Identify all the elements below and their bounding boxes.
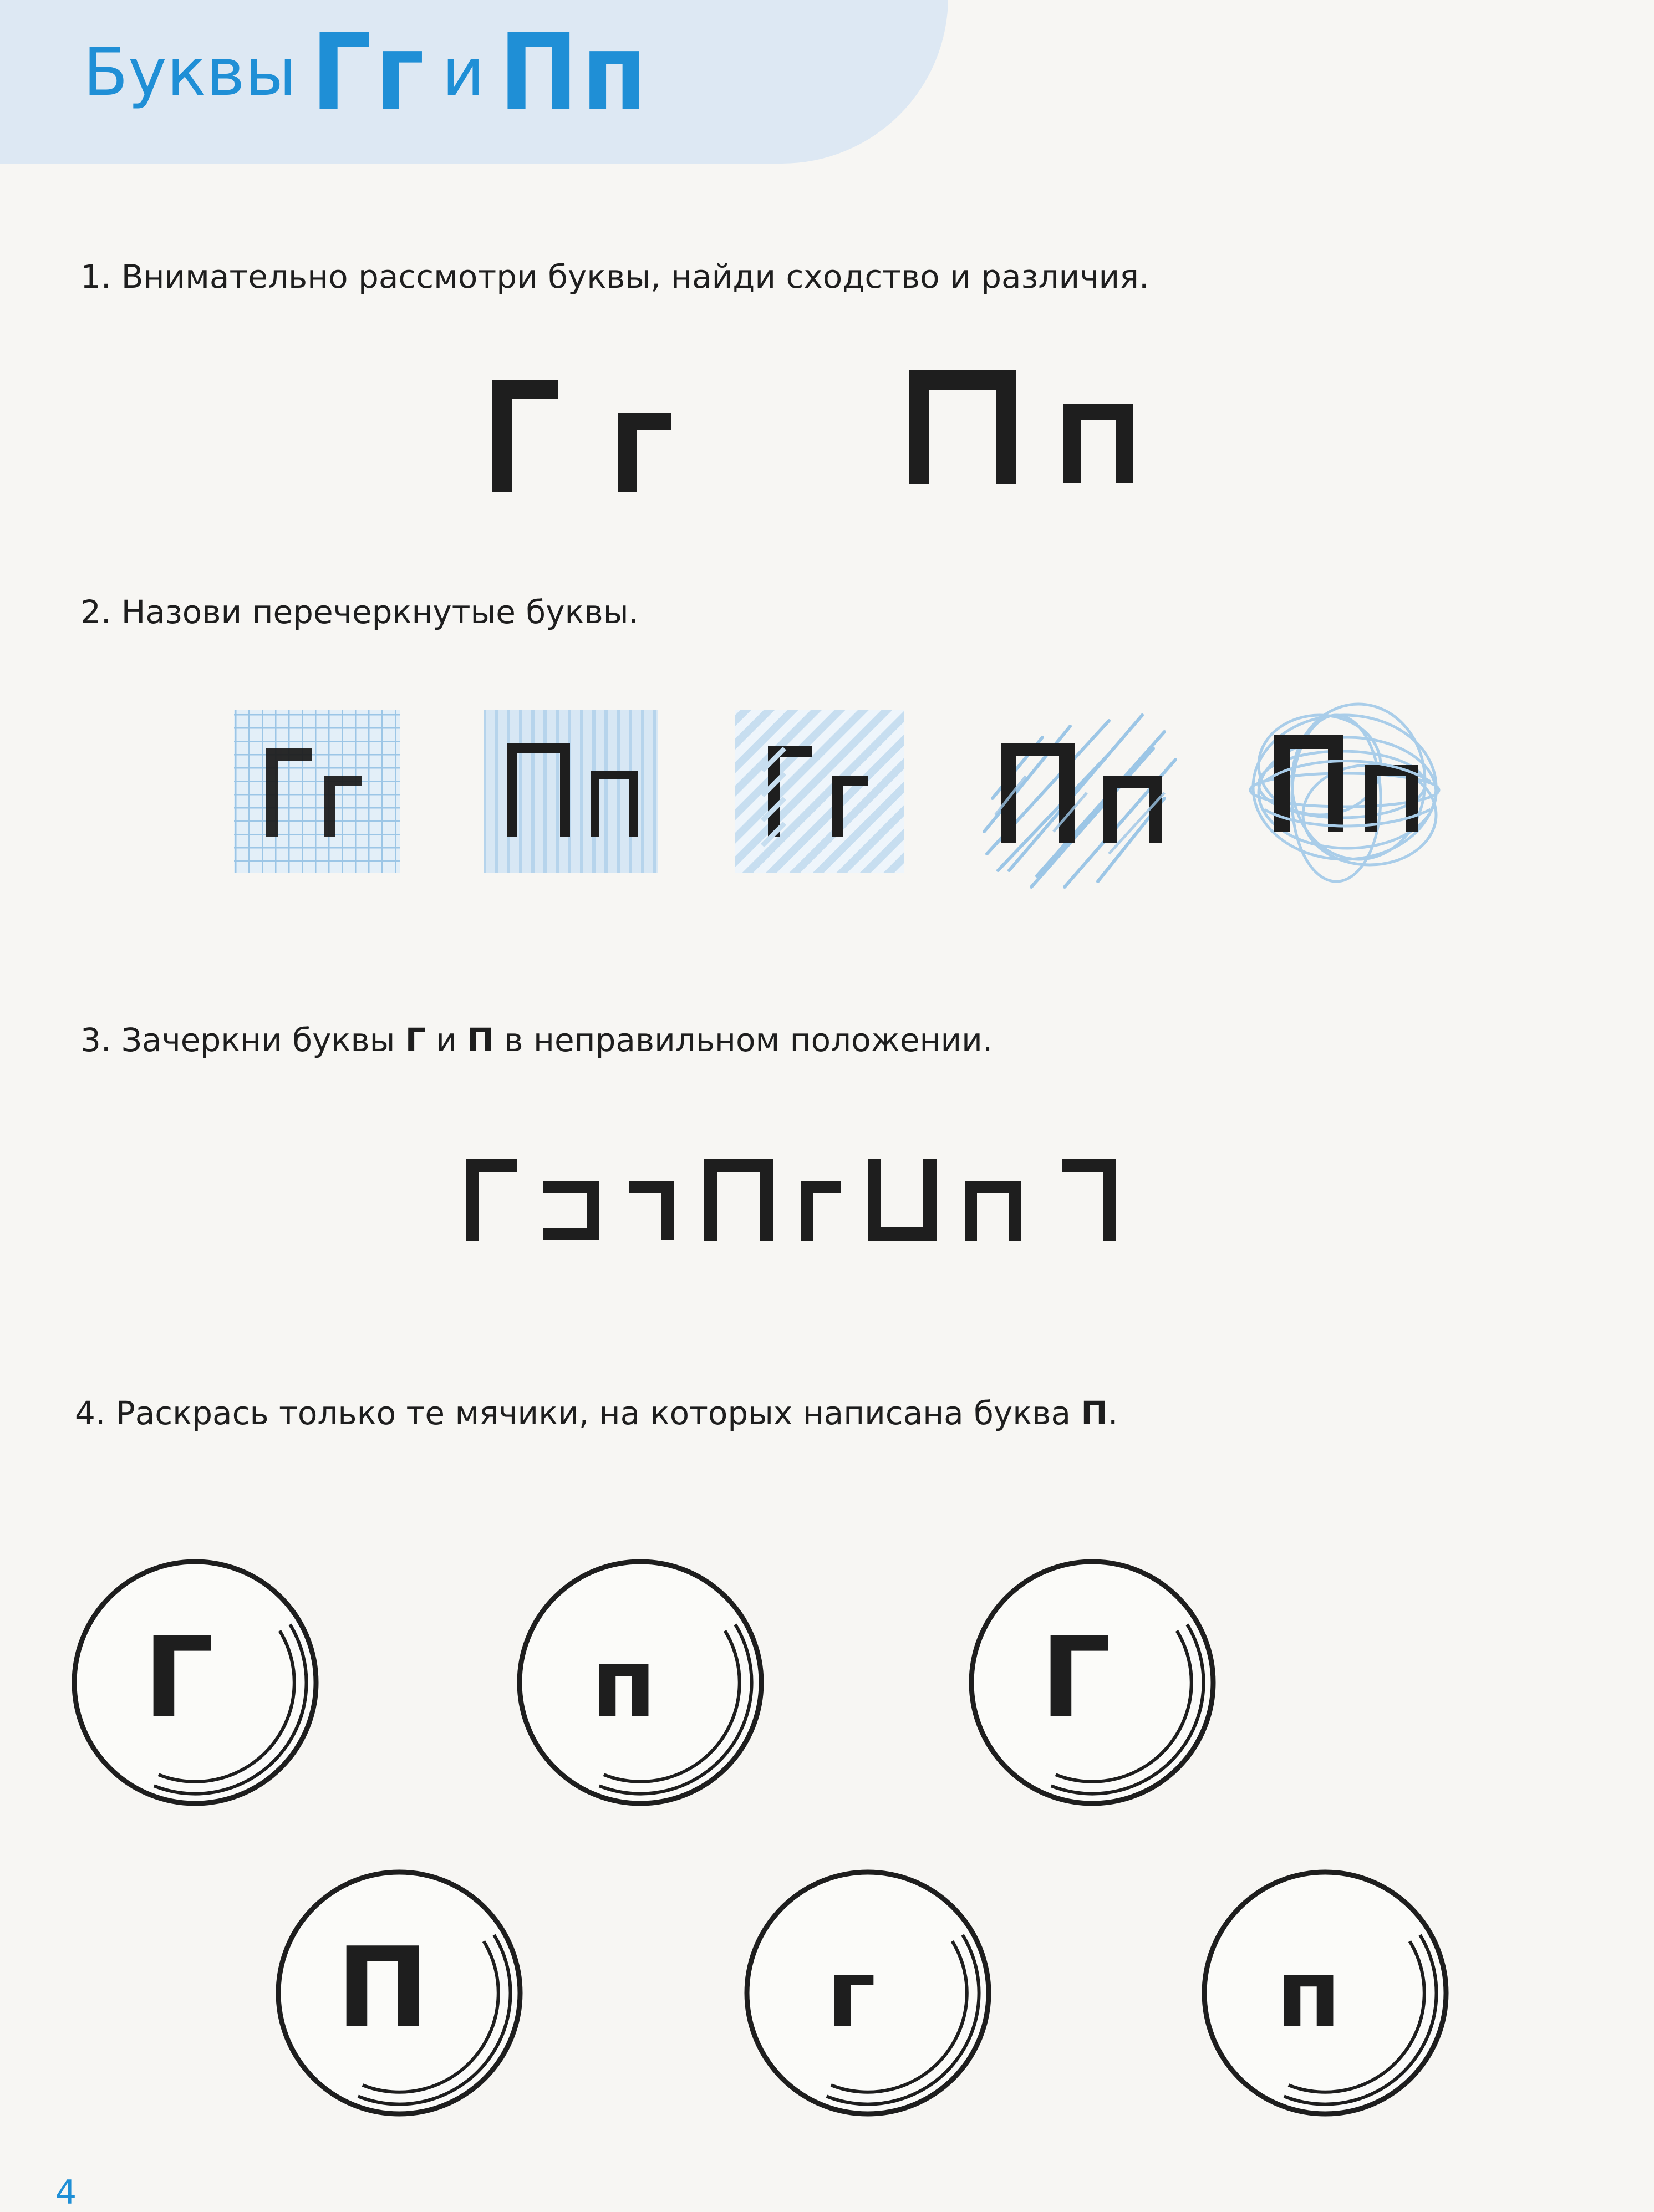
task-3-letter-g: Г [405,1021,426,1059]
title-word: Буквы [83,34,297,110]
crossed-letters-row [222,687,1464,898]
ball-2[interactable] [520,1562,761,1803]
title-and: и [442,34,485,110]
ball-letter: г [826,1939,876,2049]
ball-letter: Г [1040,1613,1111,1742]
rotated-letter-4[interactable] [704,1159,773,1241]
crossed-box-loops [1250,704,1439,881]
ball-letter: Г [143,1613,214,1742]
rotated-letter-7[interactable] [965,1181,1021,1241]
rotated-letter-3[interactable] [629,1181,674,1240]
task-4-prefix: 4. Раскрась только те мячики, на которых написана буква [75,1394,1081,1432]
ball-letter: п [591,1629,656,1739]
title-letters-p: Пп [498,11,650,134]
ball-4[interactable] [278,1872,520,2114]
ball-3[interactable] [971,1562,1213,1803]
task-3-suffix: в неправильном положении. [493,1021,993,1059]
letter-g-upper [492,380,558,492]
task-3-mid: и [425,1021,467,1059]
letter-g-lower [618,413,671,492]
rotated-letter-5[interactable] [801,1181,841,1241]
task-3-text [80,1021,993,1059]
letter-p-upper [909,370,1016,484]
crossed-box-scribble [984,715,1175,887]
rotated-letter-6[interactable] [868,1159,937,1241]
page-number: 4 [55,2173,77,2212]
task-1-text: 1. Внимательно рассмотри буквы, найди сходство и различия. [80,258,1149,295]
task-1-letters [477,360,1153,499]
ball-letter: П [336,1924,429,2053]
crossed-box-grid [234,710,400,873]
ball-6[interactable] [1204,1872,1446,2114]
task-3-prefix: 3. Зачеркни буквы [80,1021,405,1059]
rotated-letters-row [455,1148,1187,1247]
ball-letter: п [1276,1939,1341,2049]
task-4-suffix: . [1107,1394,1118,1432]
page-title [83,11,650,133]
letter-p-lower [1063,404,1133,483]
rotated-letter-1[interactable] [466,1159,517,1241]
balls-area [0,1541,1654,2151]
ball-5[interactable] [747,1872,989,2114]
task-3-letter-p: П [467,1021,494,1059]
rotated-letter-8[interactable] [1062,1159,1116,1241]
crossed-box-vertical [484,710,658,873]
rotated-letter-2[interactable] [543,1181,599,1240]
task-4-letter: П [1081,1394,1108,1432]
crossed-box-diagonal [735,710,904,873]
task-4-text [75,1394,1118,1432]
task-2-text: 2. Назови перечеркнутые буквы. [80,593,639,631]
title-letters-g: Гг [311,11,428,134]
ball-1[interactable] [74,1562,316,1803]
